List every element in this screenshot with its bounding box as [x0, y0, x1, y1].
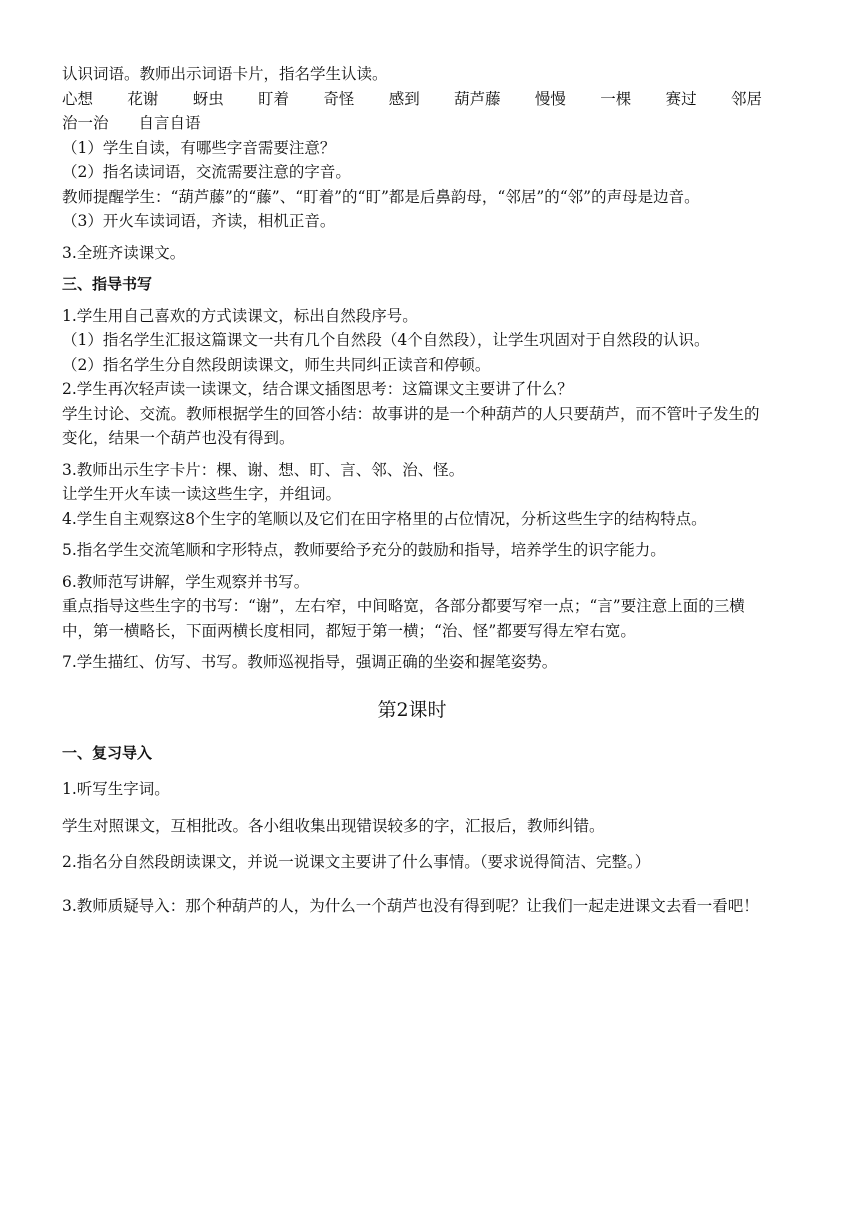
word-item: 治一治: [62, 114, 109, 132]
text-line: 4.学生自主观察这8个生字的笔顺以及它们在田字格里的占位情况，分析这些生字的结构特点。: [62, 509, 707, 528]
word-item: 花谢: [127, 89, 159, 108]
text-line: 教师提醒学生：“葫芦藤”的“藤”、“盯着”的“盯”都是后鼻韵母，“邻居”的“邻”的声母是边音。: [62, 187, 700, 206]
text-line: 1.学生用自己喜欢的方式读课文，标出自然段序号。: [62, 306, 418, 325]
text-line: 3.全班齐读课文。: [62, 243, 186, 262]
section-heading: 三、指导书写: [62, 275, 153, 293]
word-item: 葫芦藤: [454, 89, 501, 108]
text-line: 3.教师出示生字卡片：棵、谢、想、盯、言、邻、治、怪。: [62, 460, 465, 479]
section-heading: 一、复习导入: [62, 743, 153, 762]
lesson-title: 第2课时: [377, 698, 447, 721]
text-line: 5.指名学生交流笔顺和字形特点，教师要给予充分的鼓励和指导，培养学生的识字能力。: [62, 541, 666, 559]
word-item: 一棵: [600, 89, 632, 108]
word-item: 自言自语: [138, 114, 201, 132]
text-line: 1.听写生字词。: [62, 780, 170, 798]
word-item: 心想: [62, 89, 94, 108]
text-line: （1）学生自读，有哪些字音需要注意？: [62, 138, 336, 157]
word-list-row-2: [62, 111, 762, 136]
word-item: 盯着: [258, 89, 290, 108]
text-line: 学生对照课文，互相批改。各小组收集出现错误较多的字，汇报后，教师纠错。: [62, 816, 605, 835]
word-item: 慢慢: [534, 89, 566, 108]
word-item: 邻居: [730, 89, 762, 108]
word-item: 蚜虫: [192, 89, 224, 108]
word-item: 奇怪: [323, 89, 355, 108]
text-line: 学生讨论、交流。教师根据学生的回答小结：故事讲的是一个种葫芦的人只要葫芦，而不管叶子发生的变化，结果一个葫芦也没有得到。: [62, 404, 760, 447]
text-line: 6.教师范写讲解，学生观察并书写。: [62, 572, 310, 591]
text-line: （2）指名学生分自然段朗读课文，师生共同纠正读音和停顿。: [62, 355, 491, 374]
text-line: 2.指名分自然段朗读课文，并说一说课文主要讲了什么事情。（要求说得简洁、完整。）: [62, 853, 651, 871]
text-line: 2.学生再次轻声读一读课文，结合课文插图思考：这篇课文主要讲了什么？: [62, 380, 573, 398]
text-line: 重点指导这些生字的书写：“谢”，左右窄，中间略宽，各部分都要写窄一点；“言”要注意上面的三横中，第一横略长，下面两横长度相同，都短于第一横；“治、怪”都要写得左窄右宽。: [62, 597, 745, 640]
word-item: 感到: [388, 89, 420, 108]
text-line: （2）指名读词语，交流需要注意的字音。: [62, 163, 351, 181]
text-line: 7.学生描红、仿写、书写。教师巡视指导，强调正确的坐姿和握笔姿势。: [62, 653, 558, 671]
text-line: （3）开火车读词语，齐读，相机正音。: [62, 212, 336, 230]
word-list-row-1: [62, 87, 762, 112]
text-line: 让学生开火车读一读这些生字，并组词。: [62, 485, 342, 503]
text-line: 3.教师质疑导入：那个种葫芦的人，为什么一个葫芦也没有得到呢？让我们一起走进课文去看一看吧！: [62, 896, 759, 915]
text-line: 认识词语。教师出示词语卡片，指名学生认读。: [62, 65, 388, 83]
text-line: （1）指名学生汇报这篇课文一共有几个自然段（4个自然段），让学生巩固对于自然段的认识。: [62, 331, 710, 349]
document-page: [62, 62, 762, 925]
word-item: 赛过: [665, 89, 697, 108]
